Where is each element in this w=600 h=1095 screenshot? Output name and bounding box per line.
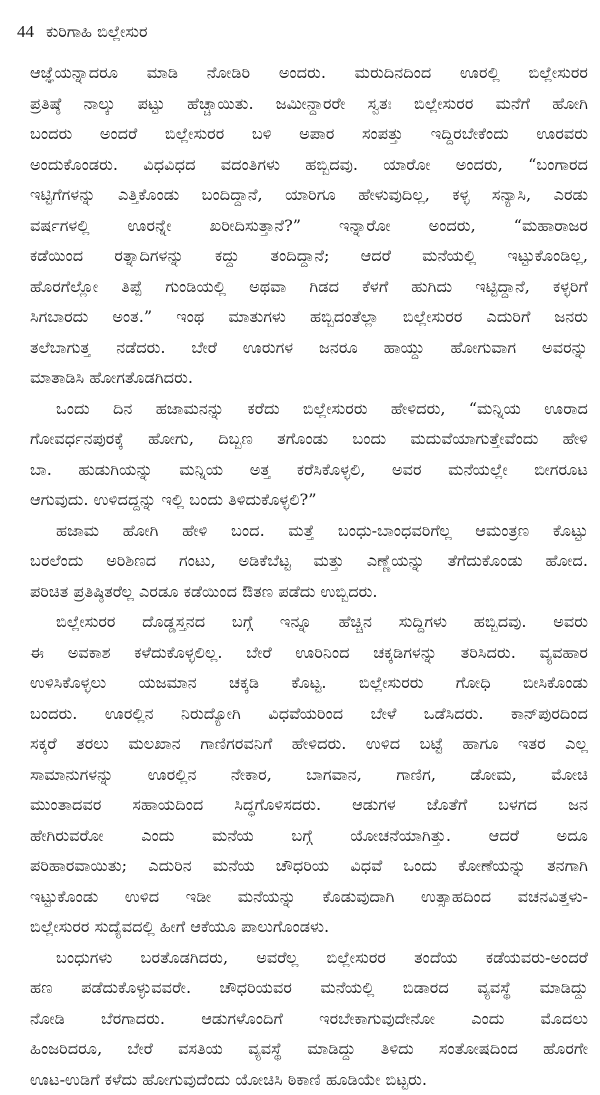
text-line: ಉಳಿಸಿಕೊಳ್ಳಲು ಯಜಮಾನ ಚಕ್ಕಡಿ ಕೊಟ್ಟ. ಬಿಲ್ಲೇಸುರರು ಗೋಧಿ ಬೀಸಿಕೊಂಡು (30, 668, 588, 699)
text-line: ಹಜಾಮ ಹೋಗಿ ಹೇಳಿ ಬಂದ. ಮತ್ತೆ ಬಂಧು-ಬಾಂಧವರಿಗೆಲ್ಲ ಆಮಂತ್ರಣ ಕೊಟ್ಟು (30, 516, 588, 547)
paragraph-4 (30, 607, 588, 943)
text-line: ಸಕ್ಕರೆ ತರಲು ಮಲಖಾನ ಗಾಣಿಗರವನಿಗೆ ಹೇಳಿದರು. ಉಳಿದ ಬಟ್ಟೆ ಹಾಗೂ ಇತರ ಎಲ್ಲ (30, 729, 588, 760)
text-line: ಮಾತಾಡಿಸಿ ಹೋಗತೊಡಗಿದರು. (30, 363, 588, 394)
text-line: ಹಿಂಜರಿದರೂ, ಬೇರೆ ವಸತಿಯ ವ್ಯವಸ್ಥೆ ಮಾಡಿದ್ದು ತಿಳಿದು ಸಂತೋಷದಿಂದ ಹೊರಗೇ (30, 1034, 588, 1065)
text-line: ಸಾಮಾನುಗಳನ್ನು ಊರಲ್ಲಿನ ನೇಕಾರ, ಬಾಗವಾನ, ಗಾಣಿಗ, ಡೋಮ, ಮೋಚಿ (30, 760, 588, 791)
text-line: ಹಣ ಪಡೆದುಕೊಳ್ಳುವವರೇ. ಚೌಧರಿಯವರ ಮನೆಯಲ್ಲಿ ಬಿಡಾರದ ವ್ಯವಸ್ಥೆ ಮಾಡಿದ್ದು (30, 973, 588, 1004)
text-line: ಇಟ್ಟಿಗೆಗಳನ್ನು ಎತ್ತಿಕೊಂಡು ಬಂದಿದ್ದಾನೆ, ಯಾರಿಗೂ ಹೇಳುವುದಿಲ್ಲ, ಕಳ್ಳ ಸನ್ಯಾಸಿ, ಎರಡು (30, 180, 588, 211)
text-line: ಕಡೆಯಿಂದ ರತ್ನಾದಿಗಳನ್ನು ಕದ್ದು ತಂದಿದ್ದಾನೆ; ಆದರೆ ಮನೆಯಲ್ಲಿ ಇಟ್ಟುಕೊಂಡಿಲ್ಲ, (30, 241, 588, 272)
running-header (17, 22, 147, 42)
paragraph-2 (30, 394, 588, 516)
text-line: ತಲೆಬಾಗುತ್ತ ನಡೆದರು. ಬೇರೆ ಊರುಗಳ ಜನರೂ ಹಾಯ್ದು ಹೋಗುವಾಗ ಅವರನ್ನು (30, 333, 588, 364)
paragraph-5 (30, 943, 588, 1095)
text-line: ಆಜ್ಞೆಯನ್ನಾದರೂ ಮಾಡಿ ನೋಡಿರಿ ಅಂದರು. ಮರುದಿನದಿಂದ ಊರಲ್ಲಿ ಬಿಲ್ಲೇಸುರರ (30, 58, 588, 89)
text-line: ಪರಿಹಾರವಾಯಿತು; ಎದುರಿನ ಮನೆಯ ಚೌಧರಿಯ ವಿಧವೆ ಒಂದು ಕೋಣೆಯನ್ನು ತನಗಾಗಿ (30, 851, 588, 882)
text-line: ಬಾ. ಹುಡುಗಿಯನ್ನು ಮನ್ನಿಯ ಅತ್ತ ಕರೆಸಿಕೊಳ್ಳಲಿ, ಅವರ ಮನೆಯಲ್ಲೇ ಬೀಗರೂಟ (30, 455, 588, 486)
text-line: ಗೋವರ್ಧನಪುರಕ್ಕೆ ಹೋಗು, ದಿಬ್ಬಣ ತಗೊಂಡು ಬಂದು ಮದುವೆಯಾಗುತ್ತೇವೆಂದು ಹೇಳಿ (30, 424, 588, 455)
text-line: ಬಿಲ್ಲೇಸುರರ ದೊಡ್ಡಸ್ತನದ ಬಗ್ಗೆ ಇನ್ನೂ ಹೆಚ್ಚಿನ ಸುದ್ದಿಗಳು ಹಬ್ಬಿದವು. ಅವರು (30, 607, 588, 638)
text-line: ಪರಿಚಿತ ಪ್ರತಿಷ್ಠಿತರೆಲ್ಲ ಎರಡೂ ಕಡೆಯಿಂದ ಔತಣ ಪಡೆದು ಉಬ್ಬಿದರು. (30, 577, 588, 608)
paragraph-1 (30, 58, 588, 394)
text-line: ಬರಲೆಂದು ಅರಿಶಿಣದ ಗಂಟು, ಅಡಿಕೆಬೆಟ್ಟ ಮತ್ತು ಎಣ್ಣೆಯನ್ನು ತೆಗೆದುಕೊಂಡು ಹೋದ. (30, 546, 588, 577)
text-line: ಬಂದರು ಅಂದರೆ ಬಿಲ್ಲೇಸುರರ ಬಳಿ ಅಪಾರ ಸಂಪತ್ತು ಇದ್ದಿರಬೇಕೆಂದು ಊರವರು (30, 119, 588, 150)
text-line: ಇಟ್ಟುಕೊಂಡು ಉಳಿದ ಇಡೀ ಮನೆಯನ್ನು ಕೊಡುವುದಾಗಿ ಉತ್ಸಾಹದಿಂದ ವಚನವಿತ್ತಳು- (30, 882, 588, 913)
text-line: ಆಗುವುದು. ಉಳಿದದ್ದನ್ನು ಇಲ್ಲಿ ಬಂದು ತಿಳಿದುಕೊಳ್ಳಲಿ?” (30, 485, 588, 516)
text-line: ನೋಡಿ ಬೆರಗಾದರು. ಆಡುಗಳೊಂದಿಗೆ ಇರಬೇಕಾಗುವುದೇನೋ ಎಂದು ಮೊದಲು (30, 1004, 588, 1035)
text-line: ವರ್ಷಗಳಲ್ಲಿ ಊರನ್ನೇ ಖರೀದಿಸುತ್ತಾನೆ?” ಇನ್ನಾರೋ ಅಂದರು, “ಮಹಾರಾಜರ (30, 211, 588, 242)
body-text (30, 58, 588, 1095)
text-line: ಈ ಅವಕಾಶ ಕಳೆದುಕೊಳ್ಳಲಿಲ್ಲ. ಬೇರೆ ಊರಿನಿಂದ ಚಕ್ಕಡಿಗಳನ್ನು ತರಿಸಿದರು. ವ್ಯವಹಾರ (30, 638, 588, 669)
text-line: ಬಂಧುಗಳು ಬರತೊಡಗಿದರು, ಅವರೆಲ್ಲ ಬಿಲ್ಲೇಸುರರ ತಂದೆಯ ಕಡೆಯವರು-ಅಂದರೆ (30, 943, 588, 974)
text-line: ಸಿಗಬಾರದು ಅಂತ.” ಇಂಥ ಮಾತುಗಳು ಹಬ್ಬಿದಂತೆಲ್ಲಾ ಬಿಲ್ಲೇಸುರರ ಎದುರಿಗೆ ಜನರು (30, 302, 588, 333)
running-title: ಕುರಿಗಾಹಿ ಬಿಲ್ಲೇಸುರ (46, 22, 147, 41)
text-line: ಅಂದುಕೊಂಡರು. ವಿಧವಿಧದ ವದಂತಿಗಳು ಹಬ್ಬಿದವು. ಯಾರೋ ಅಂದರು, “ಬಂಗಾರದ (30, 150, 588, 181)
paragraph-3 (30, 516, 588, 608)
text-line: ಪ್ರತಿಷ್ಠೆ ನಾಲ್ಕು ಪಟ್ಟು ಹೆಚ್ಚಾಯಿತು. ಜಮೀನ್ದಾರರೇ ಸ್ವತಃ ಬಿಲ್ಲೇಸುರರ ಮನೆಗೆ ಹೋಗಿ (30, 89, 588, 120)
page-number: 44 (17, 22, 34, 41)
text-line: ಹೊರಗೆಲ್ಲೋ ತಿಪ್ಪೆ ಗುಂಡಿಯಲ್ಲಿ ಅಥವಾ ಗಿಡದ ಕೆಳಗೆ ಹುಗಿದು ಇಟ್ಟಿದ್ದಾನೆ, ಕಳ್ಳರಿಗೆ (30, 272, 588, 303)
text-line: ಊಟ-ಉಡಿಗೆ ಕಳೆದು ಹೋಗುವುದೆಂದು ಯೋಚಿಸಿ ಠಿಕಾಣಿ ಹೂಡಿಯೇ ಬಿಟ್ಟರು. (30, 1065, 588, 1095)
text-line: ಬಿಲ್ಲೇಸುರರ ಸುದ್ಯೆವದಲ್ಲಿ ಹೀಗೆ ಆಕೆಯೂ ಪಾಲುಗೊಂಡಳು. (30, 912, 588, 943)
text-line: ಹೇಗಿರುವರೋ ಎಂದು ಮನೆಯ ಬಗ್ಗೆ ಯೋಚನೆಯಾಗಿತ್ತು. ಆದರೆ ಅದೂ (30, 821, 588, 852)
text-line: ಒಂದು ದಿನ ಹಜಾಮನನ್ನು ಕರೆದು ಬಿಲ್ಲೇಸುರರು ಹೇಳಿದರು, “ಮನ್ನಿಯ ಊರಾದ (30, 394, 588, 425)
text-line: ಬಂದರು. ಊರಲ್ಲಿನ ನಿರುದ್ಯೋಗಿ ವಿಧವೆಯರಿಂದ ಬೇಳೆ ಒಡೆಸಿದರು. ಕಾನ್‌ಪುರದಿಂದ (30, 699, 588, 730)
text-line: ಮುಂತಾದವರ ಸಹಾಯದಿಂದ ಸಿದ್ಧಗೊಳಿಸದರು. ಆಡುಗಳ ಜೊತೆಗೆ ಬಳಗದ ಜನ (30, 790, 588, 821)
